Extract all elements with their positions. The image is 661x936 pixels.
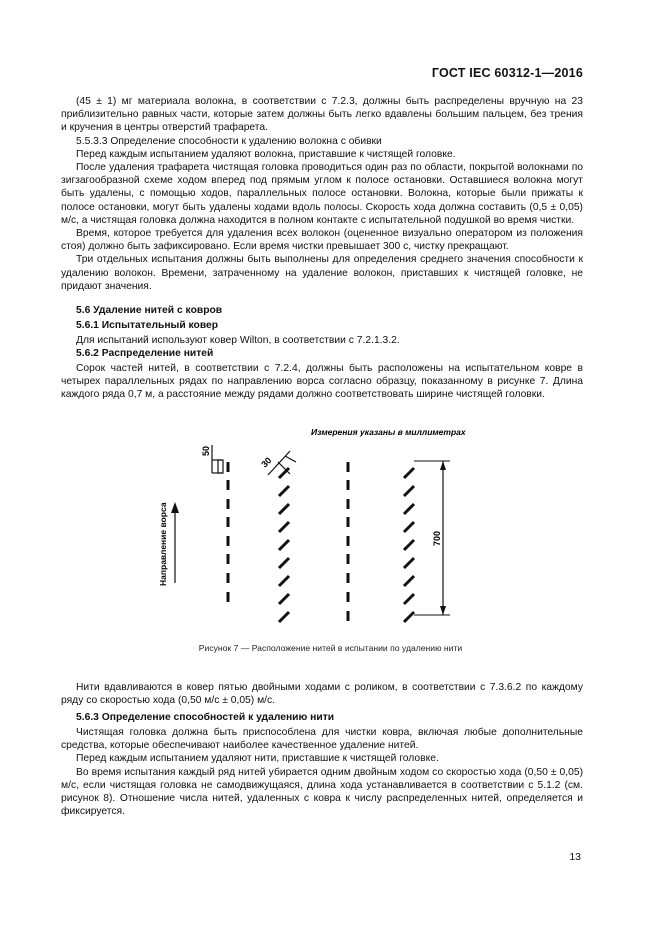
subsection-title: 5.5.3.3 Определение способности к удалению волокна с обивки xyxy=(76,135,382,147)
paragraph: Перед каждым испытанием удаляют волокна, приставшие к чистящей головке. xyxy=(76,148,456,160)
figure-caption: Рисунок 7 — Расположение нитей в испытании по удалению нити xyxy=(198,643,463,653)
section-5-6-3-text xyxy=(61,726,583,818)
dimension-30 xyxy=(259,451,296,475)
section-5-6-3-title: 5.6.3 Определение способностей к удалению нити xyxy=(76,712,335,723)
units-note: Измерения указаны в миллиметрах xyxy=(311,427,466,437)
figure-7-thread-layout xyxy=(0,418,661,658)
dim-30-label: 30 xyxy=(259,455,274,470)
paragraph: Для испытаний используют ковер Wilton, в соответствии с 7.2.1.3.2. xyxy=(76,335,400,346)
paragraph: Нити вдавливаются в ковер пятью двойными ходами с роликом, в соответствии с 7.3.6.2 по каждому ряду со скоростью хода (0,50 м/с ± 0,05) м/с. xyxy=(61,682,583,707)
top-text-block xyxy=(61,95,583,293)
after-figure-text xyxy=(61,681,583,707)
paragraph: Сорок частей нитей, в соответствии с 7.2.4, должны быть расположены на испытательном ковре в четырех параллельных рядах по направлению ворса согласно образцу, показанному в рисунке 7. Длина каждого ряда 0,7 м, а расстояние между рядами должно соответствовать ширине чистящей головки. xyxy=(61,363,583,401)
section-5-6-1-text xyxy=(61,334,583,347)
paragraph: (45 ± 1) мг материала волокна, в соответствии с 7.2.3, должны быть распределены вручную на 23 приблизительно равных части, которые затем должны быть легко вдавлены большим пальцем, без трения и кручения в центры отверстий трафарета. xyxy=(61,96,583,134)
paragraph: После удаления трафарета чистящая головка проводиться один раз по области, покрытой волокнами по зигзагообразной схеме ходом вперед под прямым углом к полосе остановки. Оставшиеся волокна могут быть удалены, с помощью ходов, параллельных полосе остановки. Волокна, которые были прижаты к полосе остановки, могут быть удалены ходами вдоль полосы. Скорость хода должна составить (0,5 ± 0,05) м/с, а чистящая головка должна находится в полном контакте с испытательной подушкой во время чистки. xyxy=(61,162,583,226)
section-5-6-2-text xyxy=(61,362,583,402)
section-5-6-1-title: 5.6.1 Испытательный ковер xyxy=(76,320,219,331)
document-code: ГОСТ IEC 60312-1—2016 xyxy=(431,66,583,80)
paragraph: Чистящая головка должна быть приспособлена для чистки ковра, включая любые дополнительные средства, которые обеспечивают наиболее качественное удаление нитей. xyxy=(61,727,583,752)
dimension-50 xyxy=(201,445,223,473)
page-number: 13 xyxy=(569,851,581,863)
paragraph: Время, которое требуется для удаления всех волокон (оцененное визуально оператором из положения стоя) должно быть зафиксировано. Если время чистки превышает 300 с, чистку прекращают. xyxy=(61,228,583,253)
dimension-700 xyxy=(414,461,450,615)
dim-50-label: 50 xyxy=(201,445,211,456)
section-5-6-2-title: 5.6.2 Распределение нитей xyxy=(76,348,214,359)
thread-row-2 xyxy=(279,468,289,622)
pile-direction-arrow xyxy=(158,502,179,586)
paragraph: Перед каждым испытанием удаляют нити, приставшие к чистящей головке. xyxy=(76,753,439,765)
pile-direction-label: Направление ворса xyxy=(158,502,168,586)
dim-700-label: 700 xyxy=(432,530,442,546)
paragraph: Три отдельных испытания должны быть выполнены для определения среднего значения способности к удалению волокон. Времени, затраченному на удаление волокон, приставших к чистящей головке, не придают значения. xyxy=(61,254,583,292)
thread-row-4 xyxy=(404,468,414,622)
section-5-6-title: 5.6 Удаление нитей с ковров xyxy=(76,305,223,316)
paragraph: Во время испытания каждый ряд нитей убирается одним двойным ходом со скоростью хода (0,50 ± 0,05) м/с, если чистящая головка не самодвижущаяся, длина хода устанавливается в соответствии с 5.1.2 (см. рисунок 8). Отношение числа нитей, удаленных с ковра к числу распределенных нитей, определяется и фиксируется. xyxy=(61,766,583,818)
